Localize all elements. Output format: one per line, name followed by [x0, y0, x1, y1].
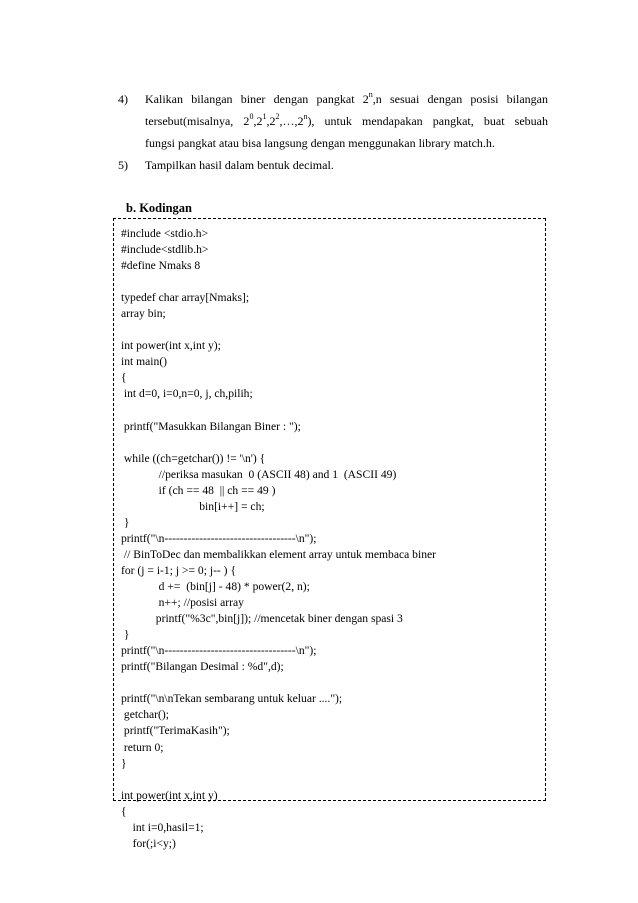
step-4-line-1: [145, 88, 548, 110]
code-line: }: [121, 515, 130, 529]
algorithm-steps: [118, 88, 548, 176]
code-line: // BinToDec dan membalikkan element array untuk membaca biner: [121, 547, 437, 561]
code-line: for (j = i-1; j >= 0; j-- ) {: [121, 563, 237, 577]
code-listing: [121, 226, 541, 852]
code-line: }: [121, 756, 127, 770]
code-line: printf("TerimaKasih");: [121, 724, 230, 738]
code-line: array bin;: [121, 307, 166, 321]
code-line: int main(): [121, 355, 168, 369]
step-number: 5): [118, 158, 128, 172]
code-line: if (ch == 48 || ch == 49 ): [121, 483, 276, 497]
step-number: 4): [118, 92, 128, 106]
superscript: n: [368, 90, 373, 99]
step-text: ,2: [266, 114, 276, 128]
code-line: printf("%3c",bin[j]); //mencetak biner dengan spasi 3: [121, 612, 403, 626]
section-title: b. Kodingan: [126, 201, 193, 215]
step-text: ), untuk mendapakan pangkat, buat sebuah: [307, 114, 548, 128]
superscript: 1: [262, 112, 267, 121]
code-line: return 0;: [121, 740, 164, 754]
code-line: [121, 675, 541, 691]
code-line: while ((ch=getchar()) != '\n') {: [121, 451, 266, 465]
code-line: [121, 403, 541, 419]
code-line: int d=0, i=0,n=0, j, ch,pilih;: [121, 387, 253, 401]
code-line: {: [121, 804, 127, 818]
code-line: printf("Bilangan Desimal : %d",d);: [121, 660, 284, 674]
step-text: ,n sesuai dengan posisi bilangan: [372, 92, 548, 106]
code-line: }: [121, 628, 130, 642]
superscript: 0: [249, 112, 254, 121]
code-line: [121, 435, 541, 451]
code-line: d += (bin[j] - 48) * power(2, n);: [121, 580, 310, 594]
code-line: printf("Masukkan Bilangan Biner : ");: [121, 419, 301, 433]
code-line: bin[i++] = ch;: [121, 499, 265, 513]
code-line: #include<stdlib.h>: [121, 243, 209, 257]
step-4-line-2: [145, 110, 548, 132]
step-5-line-1: Tampilkan hasil dalam bentuk decimal.: [145, 158, 334, 172]
code-line: #include <stdio.h>: [121, 227, 209, 240]
superscript: 2: [275, 112, 280, 121]
code-line: #define Nmaks 8: [121, 259, 201, 273]
step-4: [118, 88, 548, 154]
code-line: [121, 274, 541, 290]
superscript: n: [303, 112, 308, 121]
code-line: [121, 322, 541, 338]
code-line: printf("\n----------------------------------\n");: [121, 531, 317, 545]
code-line: [121, 772, 541, 788]
step-text: tersebut(misalnya, 2: [145, 114, 250, 128]
code-listing-box: [113, 218, 546, 850]
code-line: printf("\n----------------------------------\n");: [121, 644, 317, 658]
code-line: typedef char array[Nmaks];: [121, 291, 250, 305]
step-text: ,…,2: [279, 114, 304, 128]
code-line: int power(int x,int y);: [121, 339, 221, 353]
code-line: for(;i<y;): [121, 836, 176, 850]
code-line: getchar();: [121, 708, 169, 722]
code-line: //periksa masukan 0 (ASCII 48) and 1 (ASCII 49): [121, 467, 397, 481]
code-line: printf("\n\nTekan sembarang untuk keluar ....");: [121, 692, 343, 706]
step-5: [118, 154, 548, 176]
step-text: Kalikan bilangan biner dengan pangkat 2: [145, 92, 369, 106]
code-line: int power(int x,int y): [121, 788, 218, 802]
code-line: n++; //posisi array: [121, 596, 244, 610]
step-text: ,2: [253, 114, 263, 128]
step-body: [145, 154, 548, 176]
code-line: {: [121, 371, 127, 385]
step-body: [145, 88, 548, 154]
step-4-line-3: fungsi pangkat atau bisa langsung dengan menggunakan library match.h.: [145, 136, 495, 150]
code-line: int i=0,hasil=1;: [121, 820, 204, 834]
